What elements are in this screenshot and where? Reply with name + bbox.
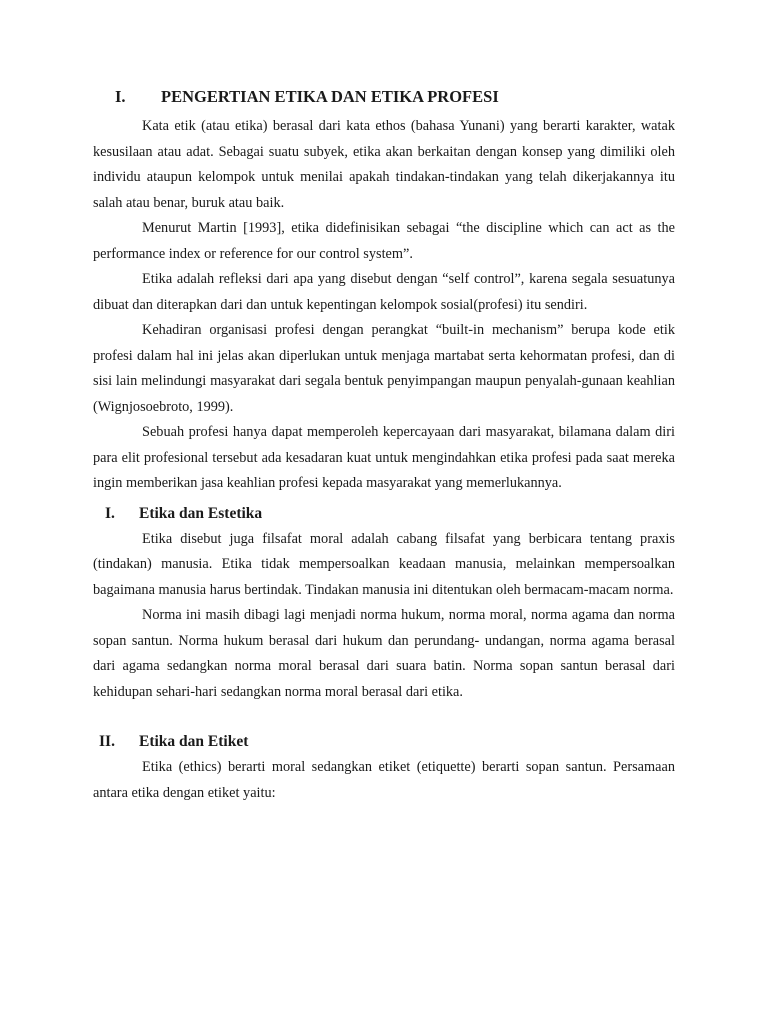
section-heading-pengertian <box>115 84 675 110</box>
paragraph: Sebuah profesi hanya dapat memperoleh kepercayaan dari masyarakat, bilamana dalam diri para elit profesional tersebut ada kesadaran kuat untuk mengindahkan etika profesi pada saat mereka ingin memberikan jasa keahlian profesi kepada masyarakat yang memerlukannya. <box>93 424 675 491</box>
paragraph: Menurut Martin [1993], etika didefinisikan sebagai “the discipline which can act as the performance index or reference for our control system”. <box>93 220 675 262</box>
paragraph: Kehadiran organisasi profesi dengan perangkat “built-in mechanism” berupa kode etik profesi dalam hal ini jelas akan diperlukan untuk menjaga martabat serta kehormatan profesi, dan di sisi lain melindungi masyarakat dari segala bentuk penyimpangan maupun penyalah-gunaan keahlian (Wignjosoebroto, 1999). <box>93 322 675 415</box>
section-number: I. <box>105 504 115 522</box>
paragraph: Etika (ethics) berarti moral sedangkan etiket (etiquette) berarti sopan santun. Persamaan antara etika dengan etiket yaitu: <box>93 759 675 801</box>
paragraph: Etika disebut juga filsafat moral adalah cabang filsafat yang berbicara tentang praxis (tindakan) manusia. Etika tidak mempersoalkan keadaan manusia, melainkan mempersoalkan bagaimana manusia harus bertindak. Tindakan manusia ini ditentukan oleh bermacam-macam norma. <box>93 530 675 598</box>
paragraph: Etika adalah refleksi dari apa yang disebut dengan “self control”, karena segala sesuatunya dibuat dan diterapkan dari dan untuk kepentingan kelompok sosial(profesi) itu sendiri. <box>93 271 675 313</box>
section-heading-etiket <box>99 729 675 755</box>
section-heading-estetika <box>105 501 675 527</box>
section-title: PENGERTIAN ETIKA DAN ETIKA PROFESI <box>161 87 499 106</box>
paragraph: Kata etik (atau etika) berasal dari kata ethos (bahasa Yunani) yang berarti karakter, watak kesusilaan atau adat. Sebagai suatu subyek, etika akan berkaitan dengan konsep yang dimiliki oleh individu ataupun kelompok untuk menilai apakah tindakan-tindakan yang telah dikerjakannya itu salah atau benar, buruk atau baik. <box>93 118 675 211</box>
section-number: I. <box>115 87 126 106</box>
section-number: II. <box>99 733 115 750</box>
section-title: Etika dan Etiket <box>139 733 249 750</box>
paragraph: Norma ini masih dibagi lagi menjadi norma hukum, norma moral, norma agama dan norma sopan santun. Norma hukum berasal dari hukum dan perundang- undangan, norma agama berasal dari agama sedangkan norma moral berasal dari suara batin. Norma sopan santun berasal dari kehidupan sehari-hari sedangkan norma moral berasal dari etika. <box>93 607 675 700</box>
section-title: Etika dan Estetika <box>139 504 263 522</box>
document-page <box>93 84 675 806</box>
